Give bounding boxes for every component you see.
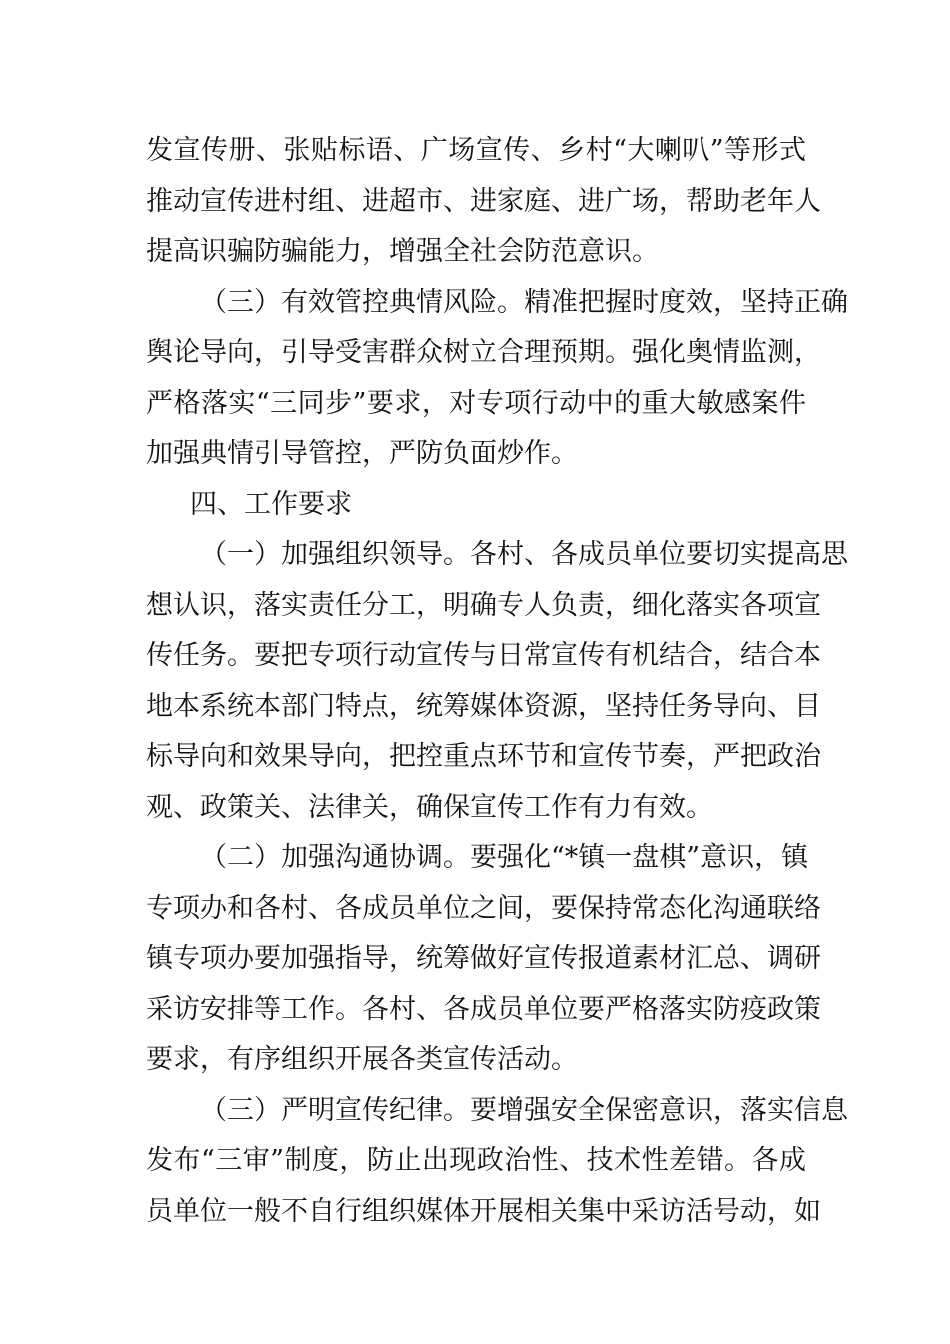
- text-line: 推动宣传进村组、进超市、进家庭、进广场，帮助老年人: [146, 185, 821, 217]
- paragraph-start-line: （三）严明宣传纪律。要增强安全保密意识，落实信息: [200, 1094, 848, 1126]
- text-line: 加强典情引导管控，严防负面炒作。: [146, 438, 578, 469]
- text-line: 传任务。要把专项行动宣传与日常宣传有机结合，结合本: [146, 640, 821, 671]
- text-line: 发布“三审”制度，防止出现政治性、技术性差错。各成: [146, 1145, 806, 1176]
- text-line: 标导向和效果导向，把控重点环节和宣传节奏，严把政治: [146, 741, 821, 772]
- document-body: [146, 126, 848, 1237]
- text-line: 提高识骗防骗能力，增强全社会防范意识。: [146, 236, 659, 267]
- paragraph-start-line: （一）加强组织领导。各村、各成员单位要切实提高思: [200, 539, 848, 570]
- paragraph-start-line: （三）有效管控典情风险。精准把握时度效，坚持正确: [200, 286, 848, 318]
- section-heading: 四、工作要求: [190, 488, 352, 520]
- paragraph-start-line: （二）加强沟通协调。要强化“*镇一盘棋”意识，镇: [200, 842, 809, 873]
- text-line: 严格落实“三同步”要求，对专项行动中的重大敏感案件: [146, 387, 806, 419]
- text-line: 地本系统本部门特点，统筹媒体资源，坚持任务导向、目: [146, 690, 821, 722]
- text-line: 想认识，落实责任分工，明确专人负责，细化落实各项宣: [146, 589, 821, 621]
- text-line: 专项办和各村、各成员单位之间，要保持常态化沟通联络: [146, 892, 821, 924]
- text-line: 员单位一般不自行组织媒体开展相关集中采访活号动，如: [146, 1195, 821, 1227]
- text-line: 采访安排等工作。各村、各成员单位要严格落实防疫政策: [146, 993, 821, 1025]
- text-line: 舆论导向，引导受害群众树立合理预期。强化奥情监测，: [146, 337, 821, 368]
- text-line: 观、政策关、法律关，确保宣传工作有力有效。: [146, 791, 713, 823]
- text-line: 要求，有序组织开展各类宣传活动。: [146, 1044, 578, 1075]
- text-line: 发宣传册、张贴标语、广场宣传、乡村“大喇叭”等形式: [146, 135, 806, 166]
- text-line: 镇专项办要加强指导，统筹做好宣传报道素材汇总、调研: [146, 943, 821, 974]
